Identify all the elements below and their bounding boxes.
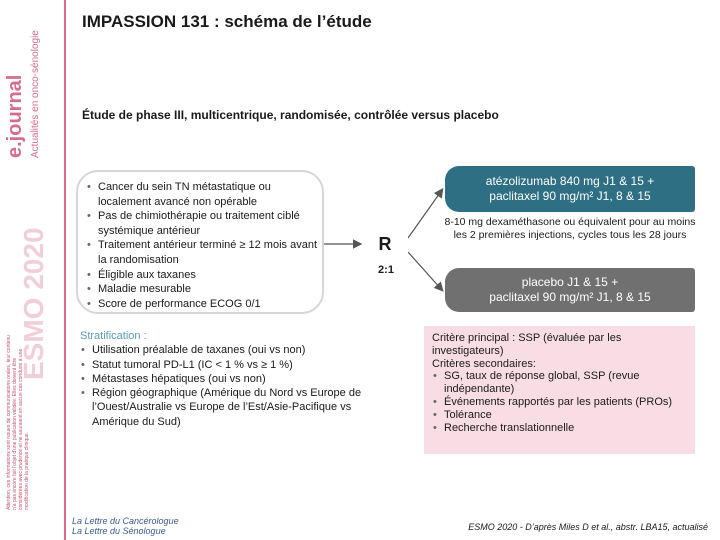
brand-name: e.journal: [4, 74, 26, 158]
eligibility-item: • Cancer du sein TN métastatique ou localement avancé non opérable: [86, 180, 318, 209]
secondary-endpoint: • Recherche translationnelle: [432, 422, 689, 435]
secondary-endpoints-title: Critères secondaires:: [432, 357, 536, 370]
arm-b-line1: placebo J1 & 15 +: [521, 275, 619, 289]
stratification: [80, 329, 390, 429]
primary-endpoint: Critère principal : SSP (évaluée par les investigateurs): [432, 332, 622, 357]
secondary-endpoint: • Événements rapportés par les patients (PROs): [432, 396, 689, 409]
arm-b-line2: paclitaxel 90 mg/m² J1, 8 & 15: [489, 290, 651, 304]
brand-tagline: Actualités en onco-sénologie: [30, 30, 41, 158]
eligibility-list: [86, 180, 318, 311]
publisher-credit: [72, 516, 179, 536]
stratification-item: • Région géographique (Amérique du Nord vs Europe de l’Ouest/Australie vs Europe de l’Est/Asie-Pacifique vs Amérique du Sud): [80, 386, 390, 429]
arm-a-line1: atézolizumab 840 mg J1 & 15 +: [485, 174, 655, 188]
publisher-line-2: La Lettre du Sénologue: [72, 526, 166, 536]
event-watermark: ESMO 2020: [18, 227, 49, 380]
sidebar: [0, 0, 66, 540]
source-citation: ESMO 2020 - D’après Miles D et al., abstr. LBA15, actualisé: [468, 522, 708, 532]
disclaimer: [6, 330, 58, 510]
endpoints-box: [424, 326, 695, 454]
secondary-endpoints-list: [432, 370, 689, 434]
brand-logo: [4, 8, 56, 158]
premedication-note: 8-10 mg dexaméthasone ou équivalent pour au moins les 2 premières injections, cycles tous les 28 jours: [444, 216, 696, 241]
stratification-item: • Utilisation préalable de taxanes (oui vs non): [80, 343, 390, 357]
secondary-endpoint: • Tolérance: [432, 409, 689, 422]
randomization-label: R: [362, 227, 408, 261]
eligibility-item: • Score de performance ECOG 0/1: [86, 297, 318, 312]
secondary-endpoint: • SG, taux de réponse global, SSP (revue indépendante): [432, 370, 689, 396]
stratification-title: Stratification :: [80, 330, 147, 342]
arrow-to-arm-b: [408, 252, 442, 290]
arm-a-line2: paclitaxel 90 mg/m² J1, 8 & 15: [489, 189, 651, 203]
eligibility-item: • Maladie mesurable: [86, 282, 318, 297]
page-subtitle: Étude de phase III, multicentrique, randomisée, contrôlée versus placebo: [82, 108, 499, 122]
sidebar-divider: [64, 0, 66, 540]
disclaimer-text: Attention, ces informations sont issues de communications orales, leur contenu n'a pas encore fait l'objet d'une publication validée. Elles doivent être considérées avec prudence et ne sauraient en aucun cas conduire à une modification de la pratique clinique.: [6, 334, 30, 510]
stratification-item: • Statut tumoral PD-L1 (IC < 1 % vs ≥ 1 %): [80, 358, 390, 372]
publisher-line-1: La Lettre du Cancérologue: [72, 516, 179, 526]
arm-atezolizumab: [445, 166, 695, 212]
stratification-item: • Métastases hépatiques (oui vs non): [80, 372, 390, 386]
arm-placebo: [445, 268, 695, 312]
eligibility-item: • Traitement antérieur terminé ≥ 12 mois avant la randomisation: [86, 238, 318, 267]
stratification-list: [80, 343, 390, 429]
page-title: IMPASSION 131 : schéma de l’étude: [82, 12, 372, 31]
randomization-ratio: 2:1: [378, 264, 394, 276]
eligibility-item: • Pas de chimiothérapie ou traitement ciblé systémique antérieur: [86, 209, 318, 238]
eligibility-item: • Éligible aux taxanes: [86, 268, 318, 283]
arrow-to-arm-a: [408, 190, 442, 238]
